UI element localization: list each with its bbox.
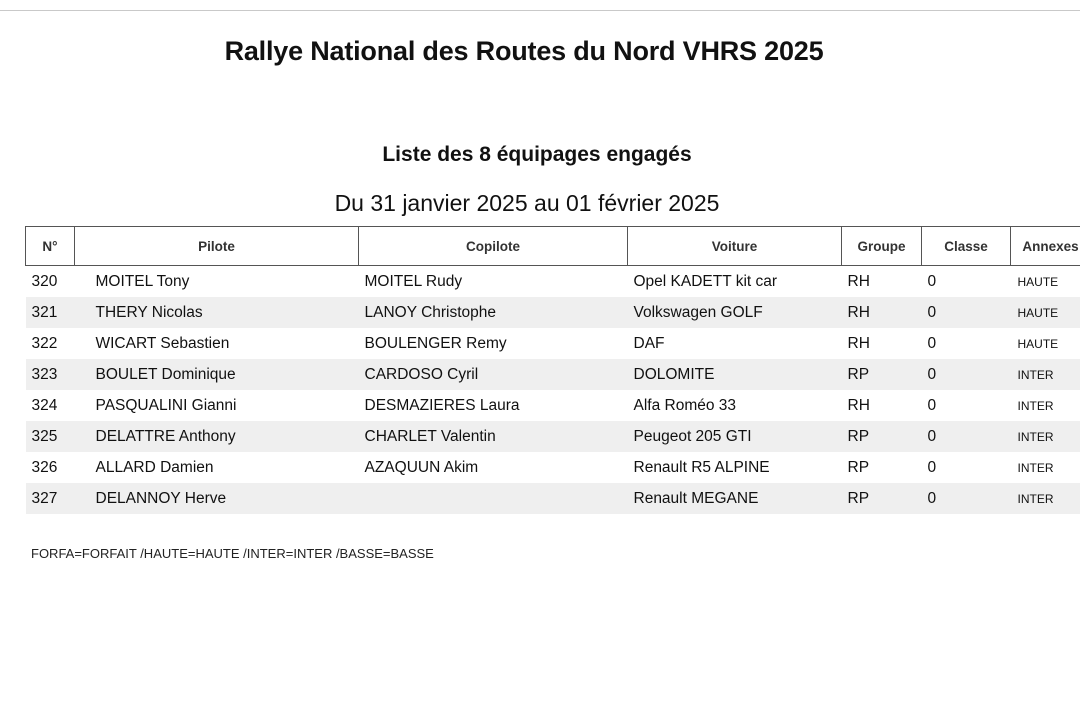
cell-voiture: Peugeot 205 GTI <box>628 421 842 452</box>
header-classe: Classe <box>922 227 1011 266</box>
cell-pilote: WICART Sebastien <box>95 334 230 352</box>
cell-copilote: CARDOSO Cyril <box>359 359 628 390</box>
cell-annexes: INTER <box>1011 359 1080 390</box>
cell-classe: 0 <box>927 396 937 414</box>
table-row <box>26 297 1080 328</box>
cell-annexes: HAUTE <box>1017 336 1059 351</box>
cell-groupe: RP <box>847 458 870 476</box>
cell-pilote: BOULET Dominique <box>75 359 359 390</box>
cell-copilote: BOULENGER Remy <box>364 334 507 352</box>
header-copilote: Copilote <box>359 227 628 266</box>
header-voiture: Voiture <box>628 227 842 266</box>
table-row <box>26 390 1080 421</box>
cell-classe: 0 <box>922 421 1011 452</box>
cell-groupe: RP <box>842 359 922 390</box>
cell-voiture: Volkswagen GOLF <box>628 297 842 328</box>
cell-voiture: Opel KADETT kit car <box>633 272 778 290</box>
cell-annexes: INTER <box>1017 398 1054 413</box>
cell-copilote: DESMAZIERES Laura <box>364 396 520 414</box>
legend-note: FORFA=FORFAIT /HAUTE=HAUTE /INTER=INTER /BASSE=BASSE <box>31 546 434 561</box>
header-pilote: Pilote <box>75 227 359 266</box>
cell-classe: 0 <box>927 458 937 476</box>
table-row <box>26 452 1080 483</box>
cell-copilote: AZAQUUN Akim <box>364 458 479 476</box>
cell-groupe: RH <box>847 272 870 290</box>
cell-classe: 0 <box>922 359 1011 390</box>
cell-classe: 0 <box>927 334 937 352</box>
entries-table <box>25 226 1080 514</box>
cell-voiture: DAF <box>633 334 665 352</box>
cell-pilote: DELATTRE Anthony <box>75 421 359 452</box>
cell-pilote: PASQUALINI Gianni <box>95 396 237 414</box>
page-title: Rallye National des Routes du Nord VHRS 2025 <box>224 36 824 66</box>
cell-annexes: HAUTE <box>1017 274 1059 289</box>
cell-classe: 0 <box>927 272 937 290</box>
cell-annexes: INTER <box>1011 483 1080 514</box>
cell-num: 325 <box>26 421 75 452</box>
cell-num: 326 <box>31 458 58 476</box>
cell-classe: 0 <box>922 483 1011 514</box>
cell-copilote <box>359 483 628 514</box>
cell-groupe: RH <box>847 396 870 414</box>
cell-groupe: RP <box>842 483 922 514</box>
header-groupe: Groupe <box>842 227 922 266</box>
cell-classe: 0 <box>922 297 1011 328</box>
cell-pilote: MOITEL Tony <box>95 272 190 290</box>
date-range: Du 31 janvier 2025 au 01 février 2025 <box>334 190 720 216</box>
cell-voiture: Renault R5 ALPINE <box>633 458 770 476</box>
cell-num: 321 <box>26 297 75 328</box>
table-row <box>26 328 1080 359</box>
cell-num: 324 <box>31 396 58 414</box>
cell-num: 323 <box>26 359 75 390</box>
cell-groupe: RH <box>847 334 870 352</box>
cell-annexes: INTER <box>1011 421 1080 452</box>
cell-voiture: DOLOMITE <box>628 359 842 390</box>
cell-pilote: THERY Nicolas <box>75 297 359 328</box>
cell-voiture: Renault MEGANE <box>628 483 842 514</box>
cell-num: 327 <box>26 483 75 514</box>
cell-copilote: LANOY Christophe <box>359 297 628 328</box>
cell-voiture: Alfa Roméo 33 <box>633 396 737 414</box>
cell-copilote: CHARLET Valentin <box>359 421 628 452</box>
entries-table-container <box>25 226 1080 514</box>
table-row <box>26 266 1080 298</box>
cell-num: 322 <box>31 334 58 352</box>
table-row <box>26 421 1080 452</box>
cell-pilote: DELANNOY Herve <box>75 483 359 514</box>
cell-copilote: MOITEL Rudy <box>364 272 463 290</box>
cell-annexes: INTER <box>1017 460 1054 475</box>
table-row <box>26 483 1080 514</box>
page-subtitle: Liste des 8 équipages engagés <box>382 143 692 166</box>
cell-annexes: HAUTE <box>1011 297 1080 328</box>
table-row <box>26 359 1080 390</box>
header-annexes: Annexes <box>1011 227 1080 266</box>
top-divider <box>0 10 1080 11</box>
cell-num: 320 <box>31 272 58 290</box>
cell-pilote: ALLARD Damien <box>95 458 214 476</box>
cell-groupe: RP <box>842 421 922 452</box>
header-num: N° <box>26 227 75 266</box>
table-header-row <box>26 227 1080 266</box>
cell-groupe: RH <box>842 297 922 328</box>
